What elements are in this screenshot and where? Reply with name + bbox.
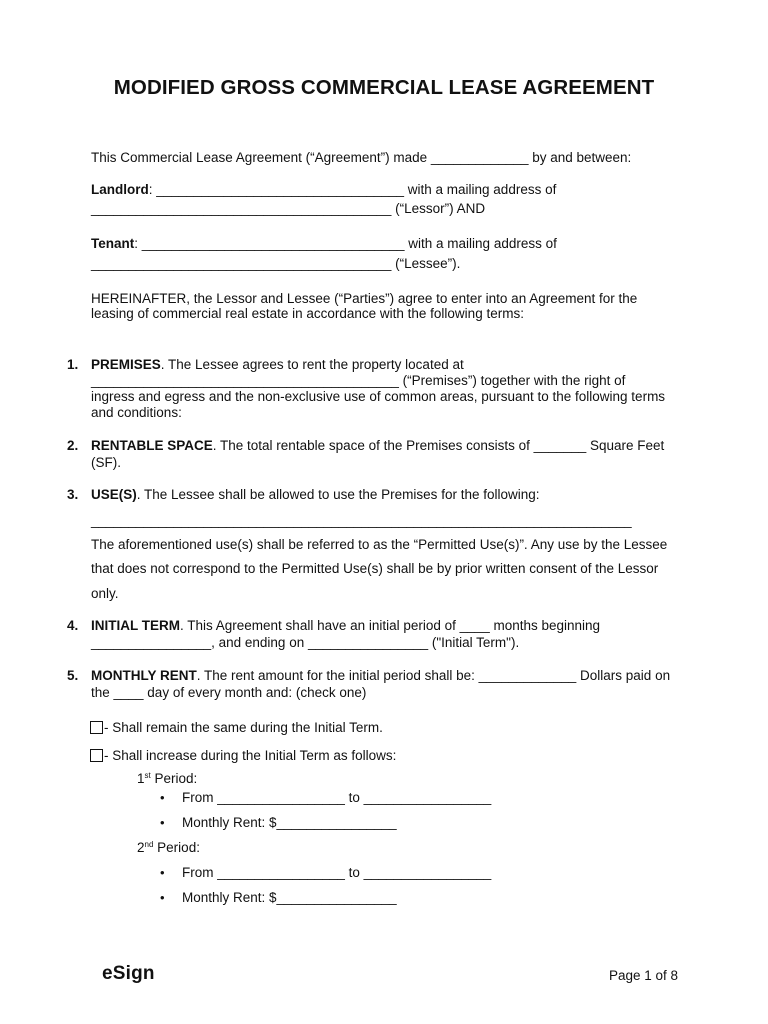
tenant-label: Tenant	[91, 236, 135, 251]
tenant-address-line: ________________________________________ (“Lessee”).	[91, 256, 461, 271]
rent-same-label: - Shall remain the same during the Initial Term.	[104, 720, 383, 735]
period-2-number: 2	[137, 840, 145, 855]
uses-blank-line: ________________________________________________________________________	[91, 513, 632, 528]
period-1-number: 1	[137, 771, 145, 786]
initial-term-text: . This Agreement shall have an initial period of ____ months beginning	[180, 618, 601, 633]
period-2-label	[137, 840, 200, 855]
initial-term-line-1	[91, 618, 600, 633]
period-1-suffix: st	[144, 771, 151, 780]
section-number: 1.	[67, 357, 79, 372]
period-2-suffix: nd	[144, 840, 154, 849]
tenant-line-text: : ___________________________________ with a mailing address of	[134, 236, 557, 251]
landlord-line-text: : _________________________________ with a mailing address of	[148, 182, 557, 197]
document-title: MODIFIED GROSS COMMERCIAL LEASE AGREEMENT	[113, 76, 655, 99]
bullet-icon: •	[160, 815, 165, 830]
premises-line-3: ingress and egress and the non-exclusive use of common areas, pursuant to the following terms	[91, 389, 666, 404]
monthly-rent-text: . The rent amount for the initial period shall be: _____________ Dollars paid on	[196, 668, 671, 683]
hereinafter-line-2: leasing of commercial real estate in accordance with the following terms:	[91, 306, 524, 321]
uses-line-1	[91, 487, 540, 502]
period-1-from-to: From _________________ to _________________	[182, 790, 492, 805]
uses-text: . The Lessee shall be allowed to use the Premises for the following:	[136, 487, 540, 502]
section-number: 5.	[67, 668, 79, 683]
rentable-space-line-2: (SF).	[91, 455, 121, 470]
period-2-text: Period:	[153, 840, 200, 855]
rentable-space-line-1	[91, 438, 664, 453]
uses-line-4: that does not correspond to the Permitted Use(s) shall be by prior written consent of the Lessor	[91, 561, 659, 576]
section-number: 2.	[67, 438, 79, 453]
section-number: 3.	[67, 487, 79, 502]
premises-line-4: and conditions:	[91, 405, 182, 420]
monthly-rent-line-1	[91, 668, 670, 683]
rentable-space-text: . The total rentable space of the Premises consists of _______ Square Feet	[212, 438, 665, 453]
monthly-rent-heading: MONTHLY RENT	[91, 668, 197, 683]
initial-term-line-2: ________________, and ending on ________________ ("Initial Term").	[91, 635, 520, 650]
hereinafter-line-1: HEREINAFTER, the Lessor and Lessee (“Parties”) agree to enter into an Agreement for the	[91, 291, 638, 306]
rentable-space-heading: RENTABLE SPACE	[91, 438, 213, 453]
period-2-from-to: From _________________ to _________________	[182, 865, 492, 880]
rent-same-checkbox[interactable]	[90, 721, 103, 734]
rent-increase-label: - Shall increase during the Initial Term as follows:	[104, 748, 397, 763]
premises-line-1	[91, 357, 464, 372]
period-1-label	[137, 771, 197, 786]
uses-heading: USE(S)	[91, 487, 137, 502]
premises-text: . The Lessee agrees to rent the property located at	[160, 357, 464, 372]
landlord-line	[91, 182, 556, 197]
landlord-label: Landlord	[91, 182, 149, 197]
page-number: Page 1 of 8	[609, 968, 679, 983]
initial-term-heading: INITIAL TERM	[91, 618, 180, 633]
tenant-line	[91, 236, 557, 251]
bullet-icon: •	[160, 790, 165, 805]
esign-logo: eSign	[102, 963, 155, 984]
section-number: 4.	[67, 618, 79, 633]
bullet-icon: •	[160, 890, 165, 905]
period-1-monthly-rent: Monthly Rent: $________________	[182, 815, 397, 830]
rent-increase-checkbox[interactable]	[90, 749, 103, 762]
uses-line-3: The aforementioned use(s) shall be referred to as the “Permitted Use(s)”. Any use by the Lessee	[91, 537, 668, 552]
uses-line-5: only.	[91, 586, 119, 601]
monthly-rent-line-2: the ____ day of every month and: (check one)	[91, 685, 367, 700]
bullet-icon: •	[160, 865, 165, 880]
intro-paragraph: This Commercial Lease Agreement (“Agreement”) made _____________ by and between:	[91, 150, 632, 165]
landlord-address-line: ________________________________________ (“Lessor”) AND	[91, 201, 486, 216]
period-1-text: Period:	[150, 771, 198, 786]
premises-heading: PREMISES	[91, 357, 161, 372]
period-2-monthly-rent: Monthly Rent: $________________	[182, 890, 397, 905]
premises-line-2: _________________________________________ (“Premises”) together with the right of	[91, 373, 626, 388]
